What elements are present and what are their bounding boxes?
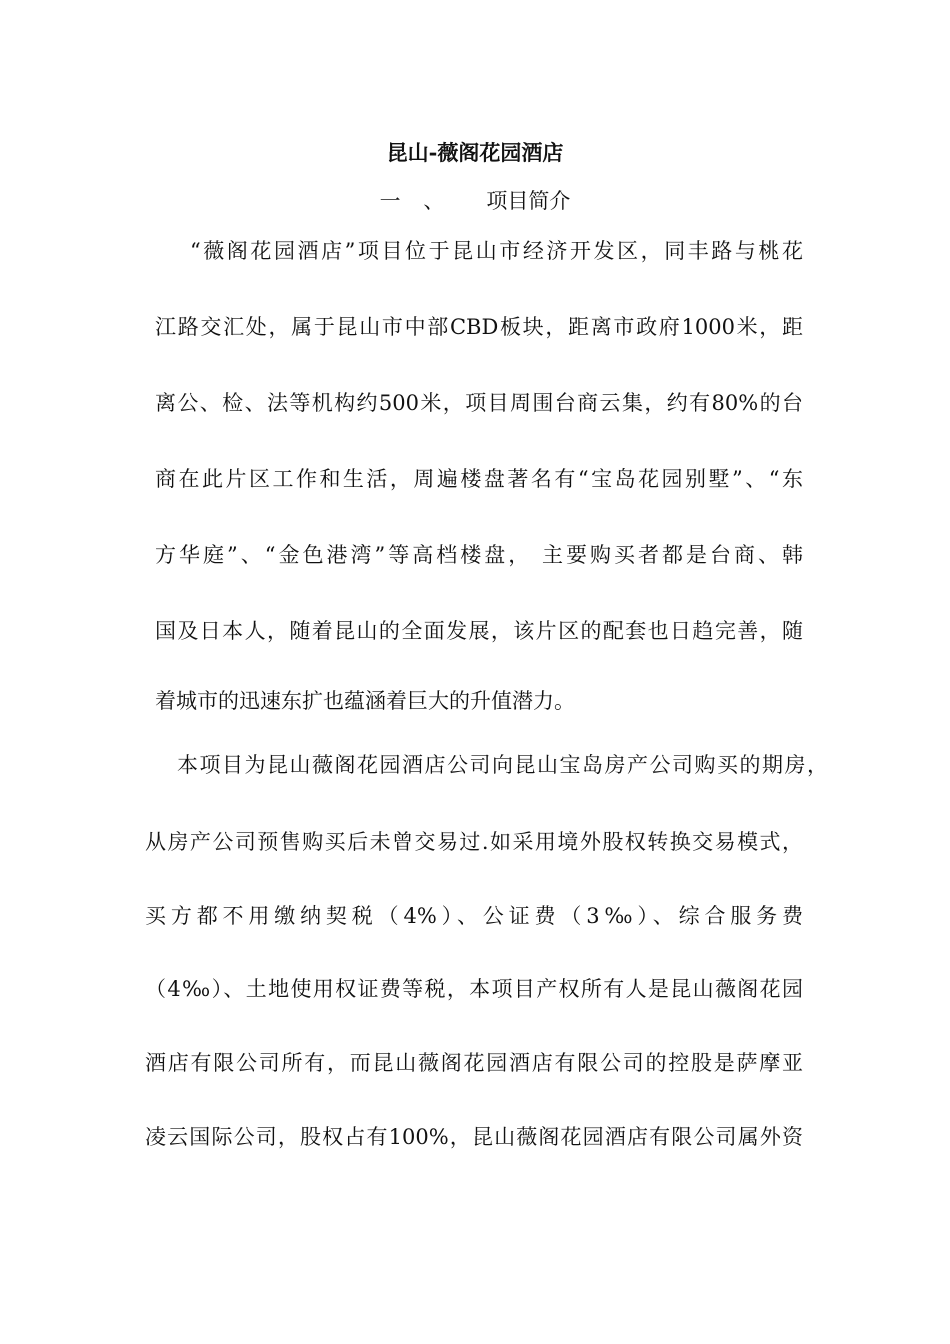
document-title: 昆山-薇阁花园酒店 [386,140,564,165]
section-heading [0,188,950,214]
section-title: 项目简介 [486,189,571,213]
paragraph-1-line: “薇阁花园酒店”项目位于昆山市经济开发区，同丰路与桃花 [190,239,803,263]
paragraph-1-line: 江路交汇处，属于昆山市中部CBD板块，距离市政府1000米，距 [155,315,803,339]
paragraph-2-line: 凌云国际公司，股权占有100%，昆山薇阁花园酒店有限公司属外资 [145,1125,803,1149]
paragraph-1-line: 着城市的迅速东扩也蕴涵着巨大的升值潜力。 [155,689,575,713]
paragraph-2-line: 酒店有限公司所有，而昆山薇阁花园酒店有限公司的控股是萨摩亚 [145,1051,803,1075]
paragraph-2-line: 本项目为昆山薇阁花园酒店公司向昆山宝岛房产公司购买的期房， [177,753,828,777]
paragraph-2-line: 从房产公司预售购买后未曾交易过.如采用境外股权转换交易模式， [145,830,803,854]
paragraph-1-line: 方华庭”、“金色港湾”等高档楼盘， 主要购买者都是台商、韩 [155,543,803,567]
paragraph-2-line: 买方都不用缴纳契税（4%）、公证费（3‰）、综合服务费 [145,904,803,928]
section-number: 一 、 [379,189,453,213]
paragraph-1-line: 商在此片区工作和生活，周遍楼盘著名有“宝岛花园别墅”、“东 [155,467,803,491]
paragraph-2-line: （4‰）、土地使用权证费等税，本项目产权所有人是昆山薇阁花园 [145,977,803,1001]
paragraph-1-line: 国及日本人，随着昆山的全面发展，该片区的配套也日趋完善，随 [155,619,803,643]
paragraph-1-line: 离公、检、法等机构约500米，项目周围台商云集，约有80%的台 [155,391,803,415]
